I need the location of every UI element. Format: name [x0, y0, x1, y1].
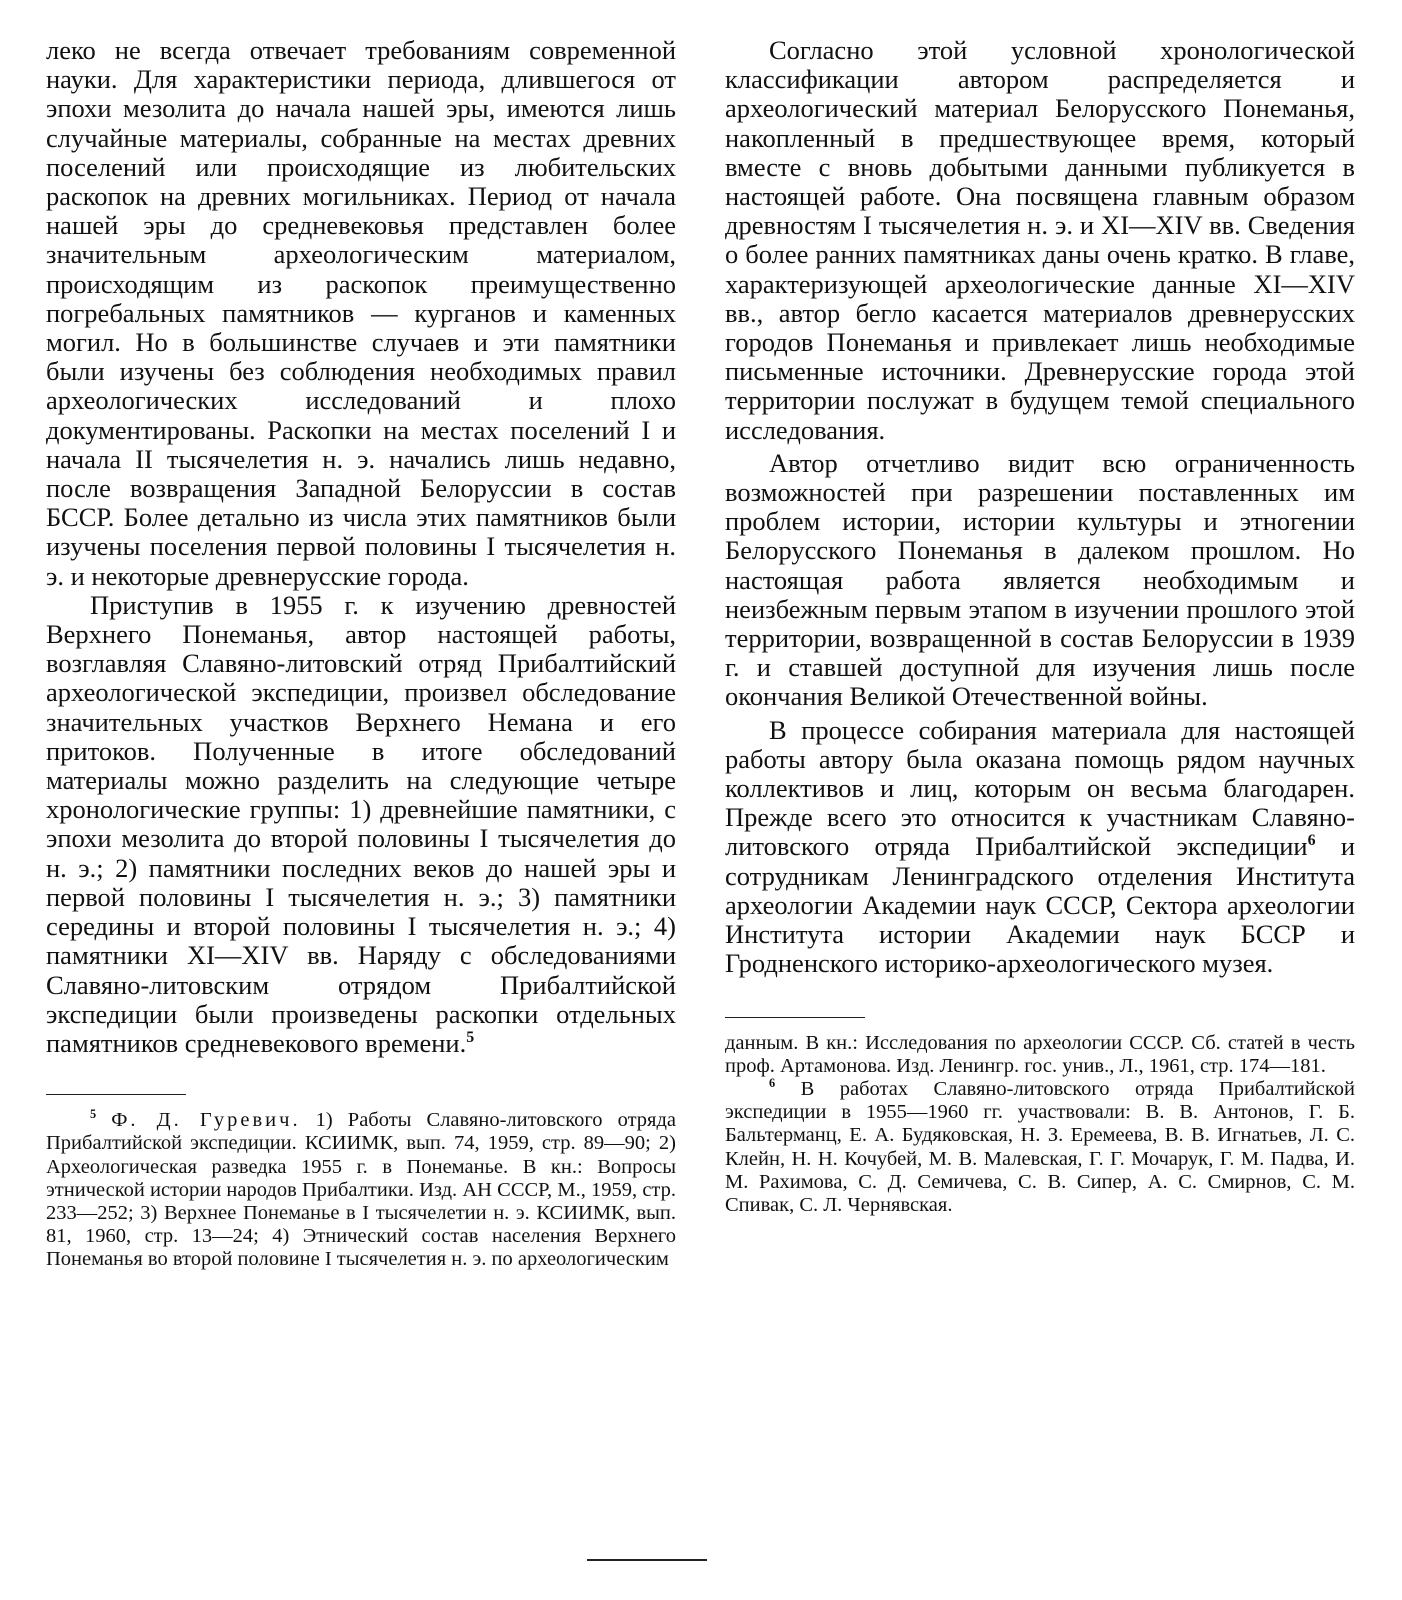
footnote-5 [46, 1109, 676, 1271]
right-paragraph-2: Автор отчетливо видит всю ограниченность возможностей при разрешении поставленных им проблем истории, истории культуры и этногении Белорусского Понеманья в далеком прошлом. Но настоящая работа является необходимым и неизбежным первым этапом в изучении прошлого этой территории, возвращенной в состав Белоруссии в 1939 г. и ставшей доступной для изучения лишь после окончания Великой Отечественной войны. [725, 447, 1355, 712]
page-end-rule [587, 1559, 707, 1561]
footnote-separator-left [46, 1094, 186, 1095]
left-paragraph-2-text: Приступив в 1955 г. к изучению древностей Верхнего Понеманья, автор настоящей работы, возглавляя Славяно-литовский отряд Прибалтийский археологической экспедиции, произвел обследование значительных участков Верхнего Немана и его притоков. Полученные в итоге обследований материалы можно разделить на следующие четыре хронологические группы: 1) древнейшие памятники, с эпохи мезолита до второй половины I тысячелетия до н. э.; 2) памятники последних веков до нашей эры и первой половины I тысячелетия н. э.; 3) памятники середины и второй половины I тысячелетия н. э.; 4) памятники XI—XIV вв. Наряду с обследованиями Славяно-литовским отрядом Прибалтийской экспедиции были произведены раскопки отдельных памятников средневекового времени. [46, 589, 676, 1058]
left-paragraph-1: леко не всегда отвечает требованиям современной науки. Для характеристики периода, длившегося от эпохи мезолита до начала нашей эры, имеются лишь случайные материалы, собранные на местах древних поселений или происходящие из любительских раскопок на древних могильниках. Период от начала нашей эры до средневековья представлен более значительным археологическим материалом, происходящим из раскопок преимущественно погребальных памятников — курганов и каменных могил. Но в большинстве случаев и эти памятники были изучены без соблюдения необходимых правил археологических исследований и плохо документированы. Раскопки на местах поселений I и начала II тысячелетия н. э. начались лишь недавно, после возвращения Западной Белоруссии в состав БССР. Более детально из числа этих памятников были изучены поселения первой половины I тысячелетия н. э. и некоторые древнерусские города. [46, 35, 676, 591]
right-main-text [725, 36, 1355, 979]
right-column [725, 36, 1355, 1217]
footnote-6-mark: 6 [769, 1076, 776, 1091]
right-paragraph-3-text-a: В процессе собирания материала для настоящей работы автору была оказана помощь рядом научных коллективов и лиц, которым он весьма благодарен. Прежде всего это относится к участникам Славяно-литовского отряда Прибалтийской экспедиции [725, 714, 1355, 862]
footnote-separator-right [725, 1017, 865, 1018]
footnote-6-text: В работах Славяно-литовского отряда Прибалтийской экспедиции в 1955—1960 гг. участвовали: В. В. Антонов, Г. Б. Бальтерманц, Е. А. Будяковская, Н. З. Еремеева, В. В. Игнатьев, Л. С. Клейн, Н. Н. Кочубей, М. В. Малевская, Г. Г. Мочарук, Г. М. Падва, И. М. Рахимова, С. Д. Семичева, С. В. Сипер, А. С. Смирнов, С. М. Спивак, С. Л. Чернявская. [725, 1077, 1355, 1216]
left-column [46, 36, 676, 1272]
right-paragraph-1: Согласно этой условной хронологической классификации автором распределяется и археологический материал Белорусского Понеманья, накопленный в предшествующее время, который вместе с вновь добытыми данными публикуется в настоящей работе. Она посвящена главным образом древностям I тысячелетия н. э. и XI—XIV вв. Сведения о более ранних памятниках даны очень кратко. В главе, характеризующей археологические данные XI—XIV вв., автор бегло касается материалов древнерусских городов Понеманья и привлекает лишь необходимые письменные источники. Древнерусские города этой территории послужат в будущем темой специального исследования. [725, 35, 1355, 445]
left-main-text [46, 36, 676, 1058]
left-paragraph-2 [46, 591, 676, 1058]
footnote-ref-5: 5 [466, 1029, 475, 1047]
right-paragraph-3 [725, 716, 1355, 979]
footnote-5-text: 1) Работы Славяно-литовского отряда Прибалтийской экспедиции. КСИИМК, вып. 74, 1959, стр. 89—90; 2) Археологическая разведка 1955 г. в Понеманье. В кн.: Вопросы этнической истории народов Прибалтики. Изд. АН СССР, М., 1959, стр. 233—252; 3) Верхнее Понеманье в I тысячелетии н. э. КСИИМК, вып. 81, 1960, стр. 13—24; 4) Этнический состав населения Верхнего Понеманья во второй половине I тысячелетия н. э. по археологическим [46, 1109, 676, 1271]
right-paragraph-3-text-b: и сотрудникам Ленинградского отделения Института археологии Академии наук СССР, Сектора археологии Института истории Академии наук БССР и Гродненского историко-археологического музея. [725, 831, 1356, 979]
footnote-5-continuation: данным. В кн.: Исследования по археологии СССР. Сб. статей в честь проф. Артамонова. Изд. Ленингр. гос. унив., Л., 1961, стр. 174—181. [725, 1031, 1355, 1077]
footnote-5-mark: 5 [90, 1107, 97, 1122]
right-footnotes [725, 1032, 1355, 1218]
footnote-6 [725, 1078, 1355, 1217]
left-footnotes [46, 1109, 676, 1271]
footnote-ref-6: 6 [1307, 832, 1316, 850]
footnote-5-author: Ф. Д. Гуревич. [111, 1109, 301, 1132]
